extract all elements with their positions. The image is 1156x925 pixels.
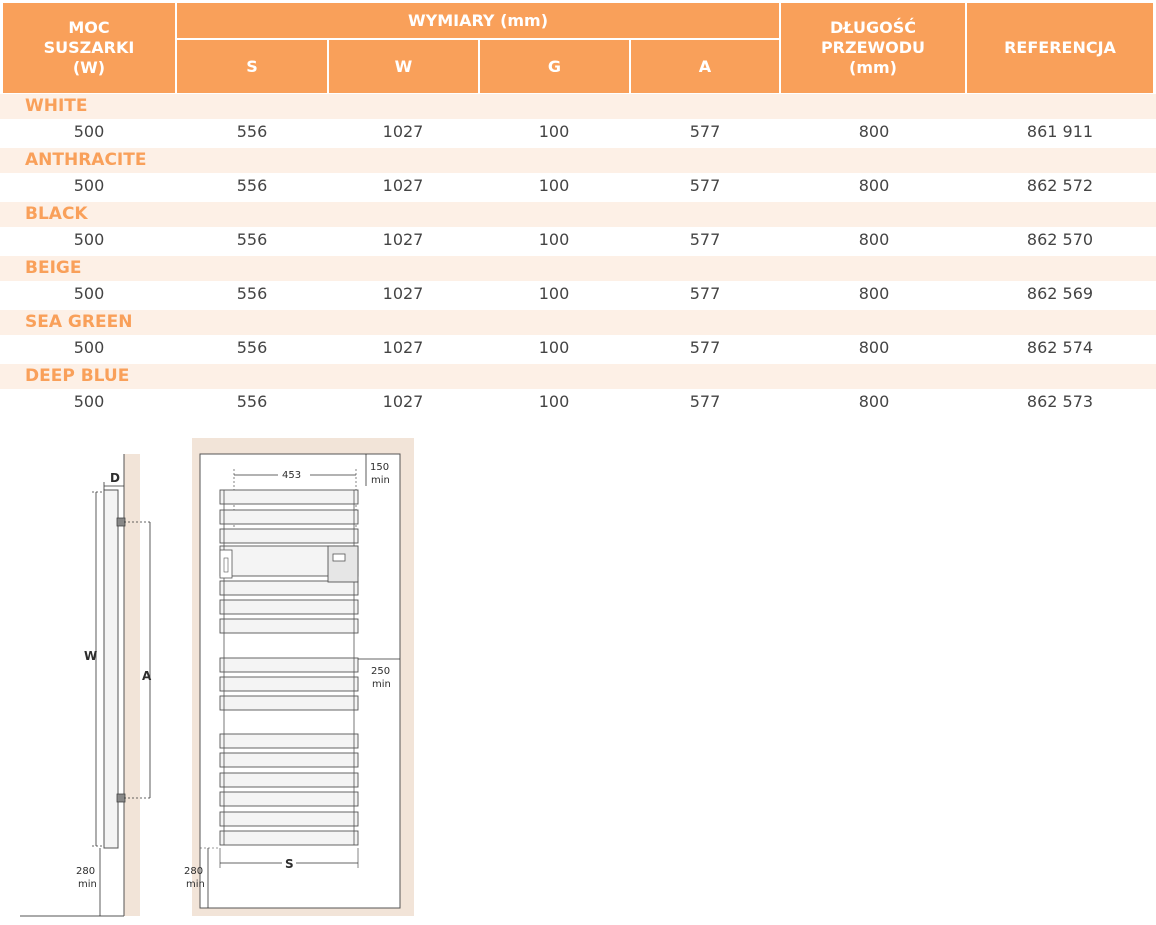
header-col-a: A (631, 40, 779, 93)
cell-ref: 862 572 (1026, 176, 1094, 195)
cell-s: 556 (236, 338, 268, 357)
cell-a: 577 (689, 338, 721, 357)
cell-power: 500 (73, 284, 105, 303)
spacing-label: A (142, 669, 152, 683)
side-clearance-value: 250 (371, 666, 391, 677)
cell-g: 100 (538, 284, 570, 303)
cell-a: 577 (689, 122, 721, 141)
cell-a: 577 (689, 392, 721, 411)
cell-cable: 800 (858, 122, 890, 141)
front-view-drawing (180, 438, 420, 920)
color-name: BLACK (25, 204, 88, 224)
cell-w: 1027 (382, 122, 424, 141)
header-power (3, 3, 175, 93)
cell-cable: 800 (858, 392, 890, 411)
cell-a: 577 (689, 176, 721, 195)
color-band (0, 256, 1156, 281)
cell-g: 100 (538, 230, 570, 249)
cell-w: 1027 (382, 392, 424, 411)
front-floor-value: 280 (184, 866, 204, 877)
control-display (333, 554, 345, 561)
cell-cable: 800 (858, 338, 890, 357)
cell-power: 500 (73, 338, 105, 357)
color-band (0, 310, 1156, 335)
s-dimension-label: S (285, 857, 294, 871)
cell-w: 1027 (382, 176, 424, 195)
cell-w: 1027 (382, 284, 424, 303)
cell-ref: 861 911 (1026, 122, 1094, 141)
cell-g: 100 (538, 176, 570, 195)
header-cable-label: DŁUGOŚĆ PRZEWODU (mm) (820, 18, 926, 77)
cell-ref: 862 574 (1026, 338, 1094, 357)
wall (124, 454, 140, 916)
color-band (0, 148, 1156, 173)
header-cable (781, 3, 965, 93)
side-floor-unit: min (78, 879, 97, 890)
cell-w: 1027 (382, 230, 424, 249)
color-name: SEA GREEN (25, 312, 133, 332)
radiator-front (220, 490, 358, 845)
front-floor-unit: min (186, 879, 205, 890)
color-band (0, 364, 1156, 389)
radiator-side (104, 490, 118, 848)
cell-g: 100 (538, 338, 570, 357)
bracket-top (117, 518, 125, 526)
cell-ref: 862 570 (1026, 230, 1094, 249)
depth-label: D (110, 471, 120, 485)
side-view-drawing (20, 440, 150, 920)
cell-power: 500 (73, 122, 105, 141)
top-clearance-value: 150 (370, 462, 390, 473)
side-clearance-unit: min (372, 679, 391, 690)
color-name: BEIGE (25, 258, 82, 278)
side-floor-value: 280 (76, 866, 96, 877)
cell-s: 556 (236, 122, 268, 141)
header-reference-label: REFERENCJA (1004, 38, 1116, 57)
color-band (0, 94, 1156, 119)
header-power-label: MOC SUSZARKI (W) (43, 18, 135, 77)
cell-cable: 800 (858, 230, 890, 249)
cell-a: 577 (689, 230, 721, 249)
cell-g: 100 (538, 122, 570, 141)
header-col-g: G (480, 40, 629, 93)
height-label: W (84, 649, 98, 663)
header-col-w: W (329, 40, 478, 93)
header-dimensions (177, 3, 779, 38)
cell-s: 556 (236, 230, 268, 249)
width-value: 453 (282, 470, 302, 481)
color-name: DEEP BLUE (25, 366, 130, 386)
cell-s: 556 (236, 176, 268, 195)
color-name: WHITE (25, 96, 88, 116)
header-dimensions-label: WYMIARY (mm) (407, 10, 549, 30)
cell-a: 577 (689, 284, 721, 303)
control-unit (328, 546, 358, 582)
top-clearance-unit: min (371, 475, 390, 486)
cell-cable: 800 (858, 176, 890, 195)
color-band (0, 202, 1156, 227)
cell-power: 500 (73, 230, 105, 249)
header-col-s: S (177, 40, 327, 93)
header-reference (967, 3, 1153, 93)
cell-power: 500 (73, 392, 105, 411)
cell-ref: 862 573 (1026, 392, 1094, 411)
cell-ref: 862 569 (1026, 284, 1094, 303)
color-name: ANTHRACITE (25, 150, 147, 170)
bracket-bottom (117, 794, 125, 802)
cell-cable: 800 (858, 284, 890, 303)
cell-w: 1027 (382, 338, 424, 357)
cell-s: 556 (236, 284, 268, 303)
cell-g: 100 (538, 392, 570, 411)
cell-s: 556 (236, 392, 268, 411)
cell-power: 500 (73, 176, 105, 195)
